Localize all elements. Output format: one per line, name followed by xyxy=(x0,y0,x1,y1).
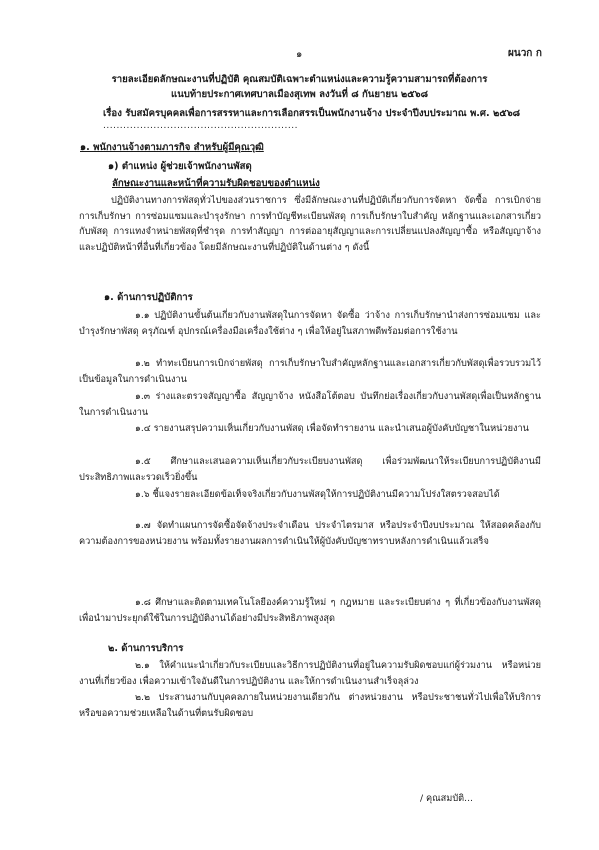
annex-label: ผนวก ก xyxy=(508,48,542,59)
operations-item-8: ๑.๘ ศึกษาและติดตามเทคโนโลยีองค์ความรู้ใหม่ ๆ กฎหมาย และระเบียบต่าง ๆ ที่เกี่ยวข้องกับงานพัสดุ เพื่อนำมาประยุกต์ใช้ในการปฏิบัติงานได้อย่างมีประสิทธิภาพสูงสุด xyxy=(79,597,541,624)
document-title-line-2: แนบท้ายประกาศเทศบาลเมืองสุเทพ ลงวันที่ ๘ กันยายน ๒๕๖๘ xyxy=(171,89,428,100)
dotted-divider: .......................................................... xyxy=(103,121,298,131)
document-title-line-1: รายละเอียดลักษณะงานที่ปฏิบัติ คุณสมบัติเฉพาะตำแหน่งและความรู้ความสามารถที่ต้องการ xyxy=(111,74,488,85)
page-number: ๑ xyxy=(296,49,303,60)
services-item-1: ๒.๑ ให้คำแนะนำเกี่ยวกับระเบียบและวิธีการปฏิบัติงานที่อยู่ในความรับผิดชอบแก่ผู้ร่วมงาน หรือหน่วยงานที่เกี่ยวข้อง เพื่อความเข้าใจอันดีในการปฏิบัติงาน และให้การดำเนินงานสำเร็จลุล่วง xyxy=(79,660,541,687)
duties-heading: ลักษณะงานและหน้าที่ความรับผิดชอบของตำแหน่ง xyxy=(112,178,320,189)
document-subject: เรื่อง รับสมัครบุคคลเพื่อการสรรหาและการเลือกสรรเป็นพนักงานจ้าง ประจำปีงบประมาณ พ.ศ. ๒๕๖๘ xyxy=(103,108,521,119)
operations-item-5: ๑.๕ ศึกษาและเสนอความเห็นเกี่ยวกับระเบียบงานพัสดุ เพื่อร่วมพัฒนาให้ระเบียบการปฏิบัติงานมีประสิทธิภาพและรวดเร็วยิ่งขึ้น xyxy=(79,456,541,483)
operations-item-3: ๑.๓ ร่างและตรวจสัญญาซื้อ สัญญาจ้าง หนังสือโต้ตอบ บันทึกย่อเรื่องเกี่ยวกับงานพัสดุเพื่อเป็นหลักฐานในการดำเนินงาน xyxy=(79,391,541,418)
section-heading: ๑. พนักงานจ้างตามภารกิจ สำหรับผู้มีคุณวุฒิ xyxy=(80,142,264,153)
operations-item-7: ๑.๗ จัดทำแผนการจัดซื้อจัดจ้างประจำเดือน ประจำไตรมาส หรือประจำปีงบประมาณ ให้สอดคล้องกับความต้องการของหน่วยงาน พร้อมทั้งรายงานผลการดำเนินให้ผู้บังคับบัญชาทราบหลังการดำเนินแล้วเสร็จ xyxy=(79,520,541,547)
operations-heading: ๑. ด้านการปฏิบัติการ xyxy=(104,292,193,303)
position-title: ๑) ตำแหน่ง ผู้ช่วยเจ้าพนักงานพัสดุ xyxy=(108,161,252,172)
operations-item-2: ๑.๒ ทำทะเบียนการเบิกจ่ายพัสดุ การเก็บรักษาใบสำคัญหลักฐานและเอกสารเกี่ยวกับพัสดุเพื่อรวบรวมไว้เป็นข้อมูลในการดำเนินงาน xyxy=(79,358,541,385)
operations-item-6: ๑.๖ ชี้แจงรายละเอียดข้อเท็จจริงเกี่ยวกับงานพัสดุให้การปฏิบัติงานมีความโปร่งใสตรวจสอบได้ xyxy=(135,489,500,500)
services-heading: ๒. ด้านการบริการ xyxy=(108,643,184,654)
continuation-note: / คุณสมบัติ... xyxy=(420,793,473,804)
operations-item-1: ๑.๑ ปฏิบัติงานขั้นต้นเกี่ยวกับงานพัสดุในการจัดหา จัดซื้อ ว่าจ้าง การเก็บรักษานำส่งการซ่อมแซม และบำรุงรักษาพัสดุ ครุภัณฑ์ อุปกรณ์เครื่องมือเครื่องใช้ต่าง ๆ เพื่อให้อยู่ในสภาพดีพร้อมต่อการใช้งาน xyxy=(79,310,541,337)
services-item-2: ๒.๒ ประสานงานกับบุคคลภายในหน่วยงานเดียวกัน ต่างหน่วยงาน หรือประชาชนทั่วไปเพื่อให้บริการ หรือขอความช่วยเหลือในด้านที่ตนรับผิดชอบ xyxy=(79,692,541,719)
operations-item-4: ๑.๔ รายงานสรุปความเห็นเกี่ยวกับงานพัสดุ เพื่อจัดทำรายงาน และนำเสนอผู้บังคับบัญชาในหน่วยงาน xyxy=(135,423,529,434)
position-intro-paragraph: ปฏิบัติงานทางการพัสดุทั่วไปของส่วนราชการ ซึ่งมีลักษณะงานที่ปฏิบัติเกี่ยวกับการจัดหา จัดซื้อ การเบิกจ่าย การเก็บรักษา การซ่อมแซมและบำรุงรักษา การทำบัญชีทะเบียนพัสดุ การเก็บรักษาใบสำคัญ หลักฐานและเอกสารเกี่ยวกับพัสดุ การแทงจำหน่ายพัสดุที่ชำรุด การทำสัญญา การต่ออายุสัญญาและการเปลี่ยนแปลงสัญญาซื้อ หรือสัญญาจ้าง และปฏิบัติหน้าที่อื่นที่เกี่ยวข้อง โดยมีลักษณะงานที่ปฏิบัติในด้านต่าง ๆ ดังนี้ xyxy=(79,195,541,253)
